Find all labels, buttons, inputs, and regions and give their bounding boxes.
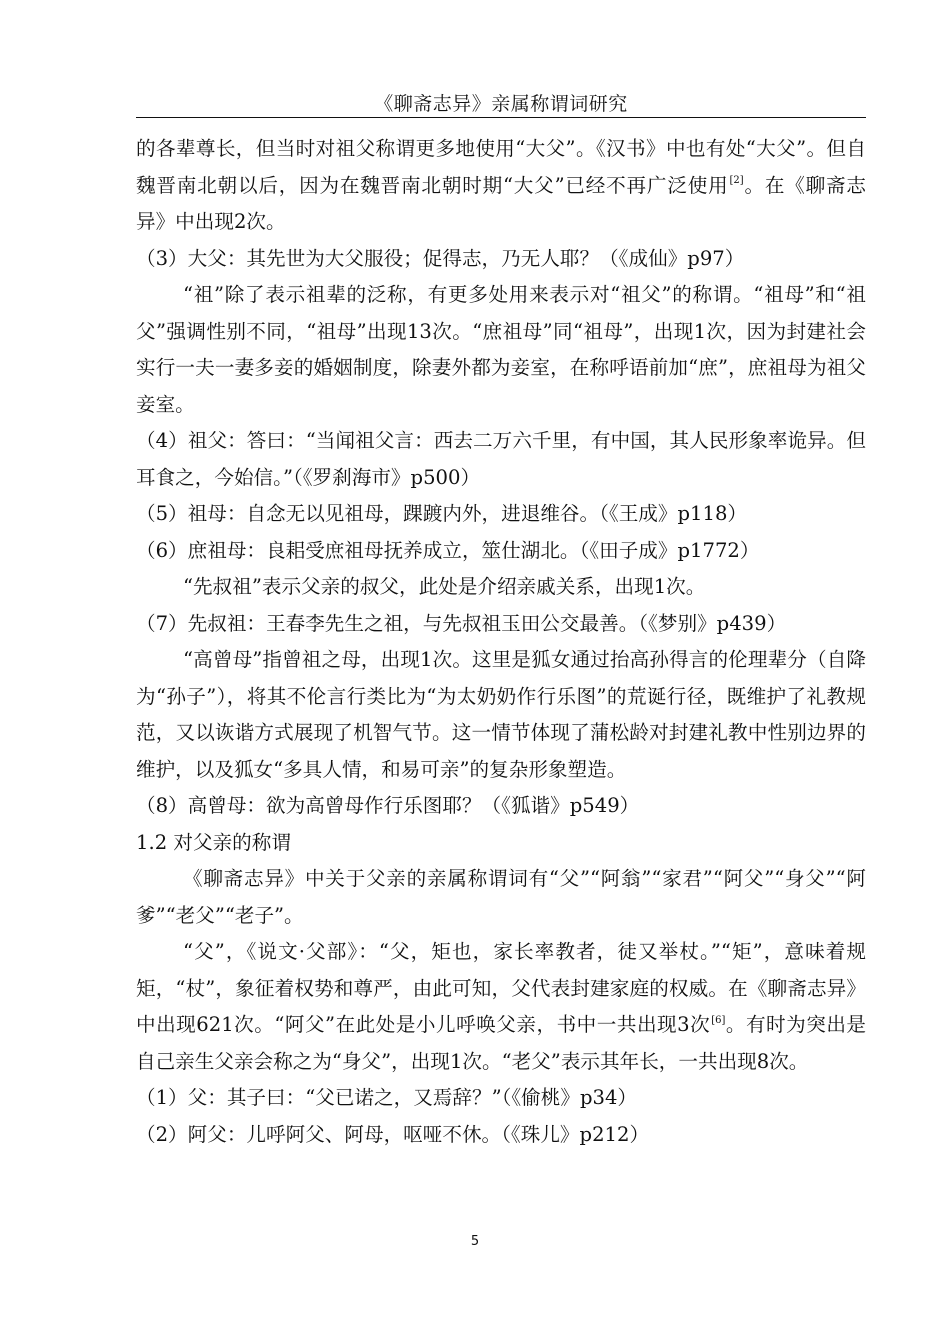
citation-ref[interactable]: [2] — [729, 175, 744, 186]
paragraph-text: 。在《聊斋志异》中出现2次。 — [136, 173, 866, 233]
body-paragraph: “高曾母”指曾祖之母，出现1次。这里是狐女通过抬高孙得言的伦理辈分（自降为“孙子”），将其不伦言行类比为“为太奶奶作行乐图”的荒诞行径，既维护了礼教规范，又以诙谐方式展现了机智气节。这一情节体现了蒲松龄对封建礼教中性别边界的维护，以及狐女“多具人情，和易可亲”的复杂形象塑造。 — [136, 648, 866, 781]
section-heading: 1.2 对父亲的称谓 — [136, 830, 291, 854]
header-rule — [136, 117, 866, 118]
example-sentence: （8）高曾母：欲为高曾母作行乐图耶？（《狐谐》p549） — [136, 794, 640, 817]
example-sentence: （7）先叔祖：王春李先生之祖，与先叔祖玉田公交最善。（《梦别》p439） — [136, 611, 787, 635]
body-paragraph — [136, 934, 866, 1080]
paragraph-text: “父”，《说文·父部》：“父，矩也，家长率教者，徒又举杖。”“矩”，意味着规矩，“杖”，象征着权势和尊严，由此可知，父代表封建家庭的权威。在《聊斋志异》中出现621次。“阿父”在此处是小儿呼唤父亲，书中一共出现3次 — [136, 940, 866, 1036]
running-header: 《聊斋志异》亲属称谓词研究 — [374, 93, 628, 115]
example-sentence: （2）阿父：儿呼阿父、阿母，呕哑不休。（《珠儿》p212） — [136, 1122, 650, 1146]
page-body — [136, 131, 866, 1153]
paragraph-continuation — [136, 131, 866, 241]
example-sentence: （4）祖父：答曰：“当闻祖父言：西去二万六千里，有中国，其人民形象率诡异。但耳食之，今始信。”（《罗刹海市》p500） — [136, 429, 866, 489]
body-paragraph: “先叔祖”表示父亲的叔父，此处是介绍亲戚关系，出现1次。 — [183, 575, 706, 598]
example-sentence: （3）大父：其先世为大父服役；促得志，乃无人耶？（《成仙》p97） — [136, 246, 745, 270]
example-sentence: （5）祖母：自念无以见祖母，踝踱内外，进退维谷。（《王成》p118） — [136, 502, 748, 525]
body-paragraph: 《聊斋志异》中关于父亲的亲属称谓词有“父”“阿翁”“家君”“阿父”“身父”“阿爹”“老父”“老子”。 — [136, 867, 866, 927]
paragraph-text: 。有时为突出是自己亲生父亲会称之为“身父”，出现1次。“老父”表示其年长，一共出现8次。 — [136, 1013, 867, 1073]
example-sentence: （6）庶祖母：良耜受庶祖母抚养成立，筮仕湖北。（《田子成》p1772） — [136, 538, 760, 562]
body-paragraph: “祖”除了表示祖辈的泛称，有更多处用来表示对“祖父”的称谓。“祖母”和“祖父”强调性别不同，“祖母”出现13次。“庶祖母”同“祖母”，出现1次，因为封建社会实行一夫一妻多妾的婚姻制度，除妻外都为妾室，在称呼语前加“庶”，庶祖母为祖父妾室。 — [136, 283, 866, 416]
page-number: 5 — [470, 1234, 480, 1249]
citation-ref[interactable]: [6] — [711, 1014, 726, 1026]
example-sentence: （1）父：其子曰：“父已诺之，又焉辞？”（《偷桃》p34） — [136, 1086, 638, 1109]
paragraph-text: 的各辈尊长，但当时对祖父称谓更多地使用“大父”。《汉书》中也有处“大父”。但自魏晋南北朝以后，因为在魏晋南北朝时期“大父”已经不再广泛使用 — [136, 137, 866, 197]
